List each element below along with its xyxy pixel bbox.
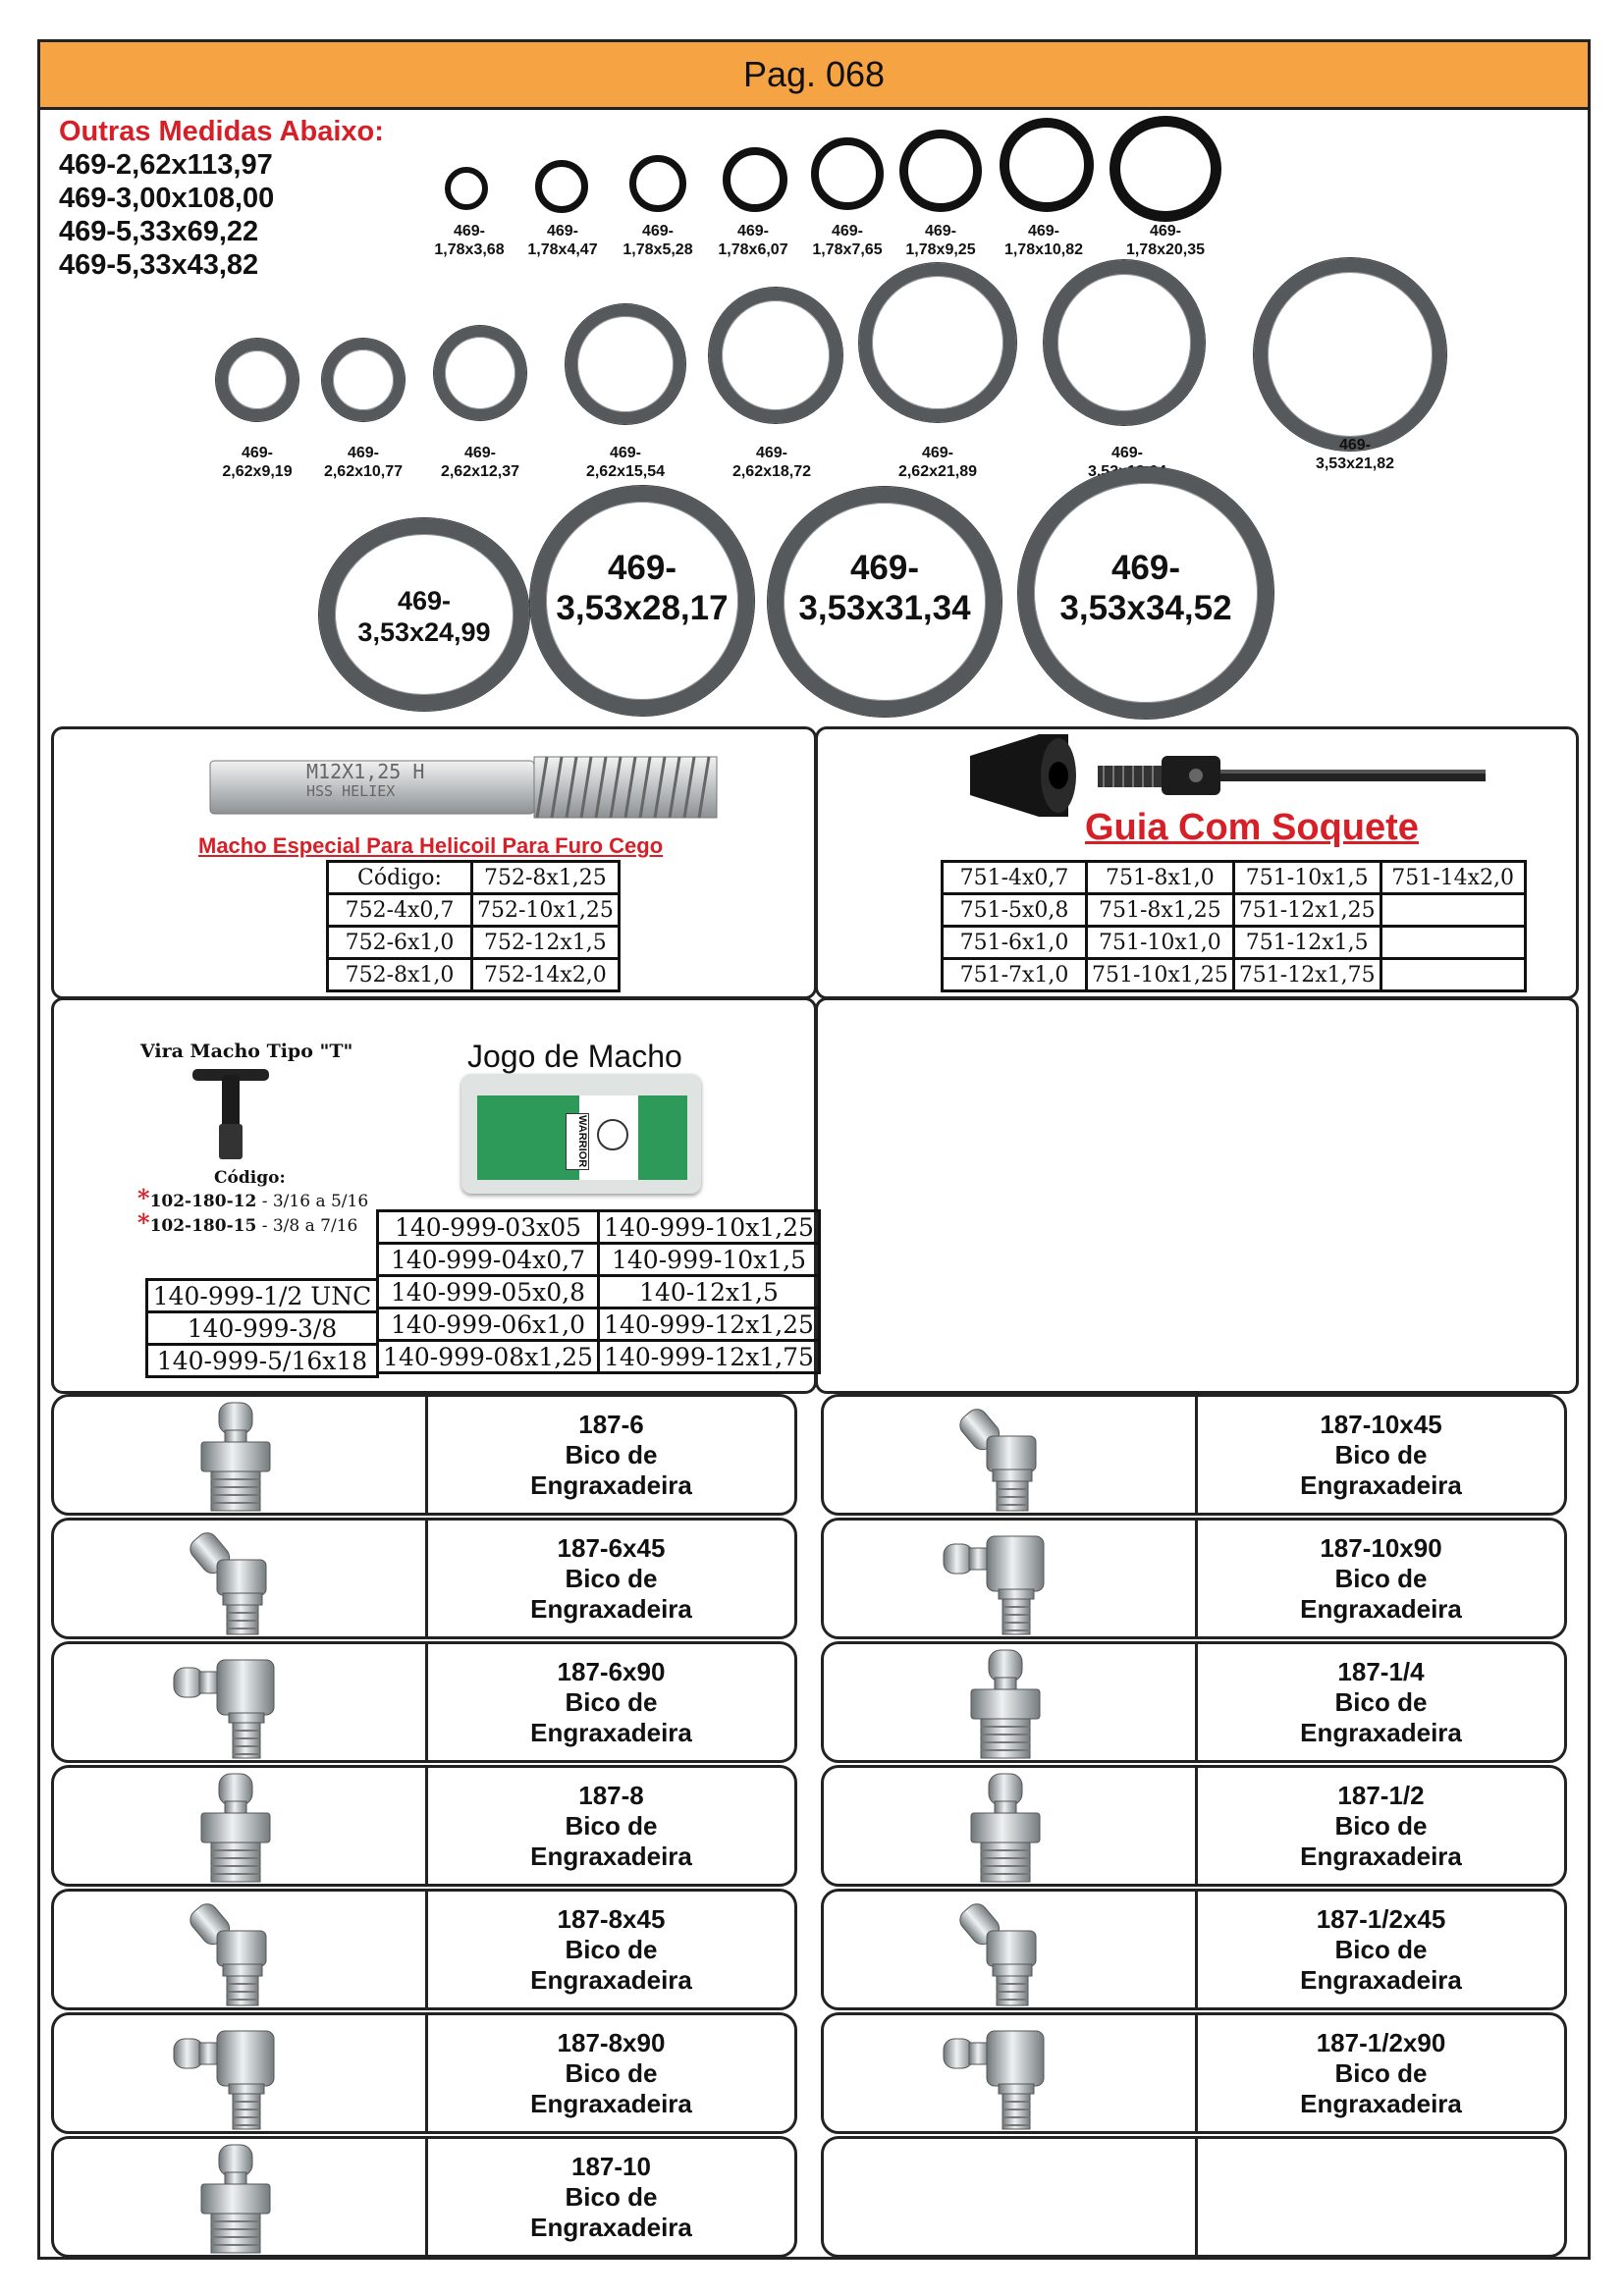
table-row: [943, 927, 1526, 959]
table-cell: 140-12x1,5: [599, 1276, 820, 1308]
other-measure-item: 469-2,62x113,97: [59, 149, 273, 181]
table-row: [378, 1276, 820, 1308]
table-row: [328, 959, 620, 991]
grease-fitting-image: [170, 2017, 298, 2133]
table-row: [943, 894, 1526, 927]
table-cell: [1380, 894, 1525, 927]
fitting-card: [821, 1641, 1567, 1763]
grease-fitting-image: [951, 1646, 1059, 1762]
grease-fitting-image: [940, 1522, 1067, 1638]
fitting-code: 187-6: [578, 1409, 644, 1439]
table-cell: 140-999-03x05: [378, 1211, 599, 1244]
fitting-card: [51, 1765, 797, 1887]
oring-image: [1044, 260, 1205, 425]
table-cell: 751-14x2,0: [1380, 862, 1525, 894]
oring-label: 469- 1,78x6,07: [718, 223, 788, 258]
table-row: [943, 862, 1526, 894]
fitting-name: Engraxadeira: [1300, 1841, 1462, 1871]
oring-image: [629, 155, 686, 212]
fitting-code: 187-8: [578, 1780, 644, 1810]
fitting-card: [821, 1394, 1567, 1516]
fitting-name: Engraxadeira: [530, 1964, 692, 1995]
fitting-name: Engraxadeira: [530, 1717, 692, 1747]
vira-macho-codes: [137, 1184, 369, 1237]
fitting-description: [428, 1521, 794, 1636]
table-cell: 752-14x2,0: [472, 959, 620, 991]
oring-image: [535, 160, 588, 213]
fitting-card: [51, 2136, 797, 2258]
table-row: [147, 1312, 378, 1345]
table-row: [378, 1211, 820, 1244]
fitting-name: Engraxadeira: [530, 1841, 692, 1871]
table-cell: 751-10x1,5: [1233, 862, 1380, 894]
table-cell: 751-10x1,0: [1087, 927, 1234, 959]
card-divider: [1195, 2139, 1198, 2255]
fitting-name: Bico de: [565, 1934, 658, 1964]
table-cell: Código:: [328, 862, 472, 894]
fitting-name: Bico de: [565, 2181, 658, 2212]
fitting-description: [1198, 1397, 1564, 1513]
jogo-left-table: [145, 1278, 379, 1378]
fitting-card: [821, 1518, 1567, 1639]
other-measures: [59, 116, 384, 282]
oring-label: 469- 1,78x10,82: [1003, 223, 1084, 258]
grease-fitting-image: [182, 1770, 290, 1886]
table-row: [328, 862, 620, 894]
oring-image: [811, 137, 884, 210]
fitting-description: [428, 1768, 794, 1884]
grease-fitting-image: [182, 1399, 290, 1515]
oring-label: 469- 3,53x18,64: [1087, 445, 1167, 480]
fitting-name: Engraxadeira: [1300, 1593, 1462, 1624]
other-measures-title: Outras Medidas Abaixo:: [59, 116, 384, 147]
grease-fitting-image: [182, 1894, 290, 2009]
oring-label: 469- 1,78x7,65: [812, 223, 883, 258]
oring-image: [1254, 258, 1446, 451]
fitting-description: [428, 1397, 794, 1513]
fitting-card: [51, 1518, 797, 1639]
oring-label: 469- 2,62x9,19: [222, 445, 293, 480]
fitting-name: Engraxadeira: [1300, 1964, 1462, 1995]
jogo-title: Jogo de Macho: [467, 1039, 682, 1074]
asterisk-icon: *: [137, 1208, 150, 1237]
table-cell: [1380, 959, 1525, 991]
fitting-name: Bico de: [565, 1810, 658, 1841]
fitting-description: [1198, 1521, 1564, 1636]
table-cell: 751-5x0,8: [943, 894, 1087, 927]
table-cell: 752-4x0,7: [328, 894, 472, 927]
page-title: Pag. 068: [742, 54, 886, 94]
oring-image: [566, 304, 685, 424]
tap-image: [208, 753, 719, 822]
fitting-code: 187-1/2x90: [1316, 2027, 1446, 2057]
fitting-name: Engraxadeira: [1300, 2088, 1462, 2118]
table-row: [328, 927, 620, 959]
oring-image: [709, 288, 842, 423]
grease-fitting-image: [951, 1399, 1059, 1515]
grease-fitting-image: [182, 2141, 290, 2257]
table-cell: 752-6x1,0: [328, 927, 472, 959]
table-row: [943, 959, 1526, 991]
fitting-description: [428, 2015, 794, 2131]
table-cell: 751-8x1,25: [1087, 894, 1234, 927]
table-cell: 751-10x1,25: [1087, 959, 1234, 991]
fitting-card: [821, 2136, 1567, 2258]
oring-label: 469- 2,62x10,77: [323, 445, 404, 480]
oring-label: 469- 2,62x21,89: [897, 445, 978, 480]
fitting-description: [1198, 1644, 1564, 1760]
table-cell: 752-8x1,0: [328, 959, 472, 991]
guia-table: [941, 860, 1527, 992]
fitting-card: [821, 2012, 1567, 2134]
grease-fitting-image: [951, 1894, 1059, 2009]
helicoil-caption: Macho Especial Para Helicoil Para Furo Cego: [198, 833, 664, 858]
fitting-code: 187-10: [571, 2151, 651, 2181]
vira-macho-title: Vira Macho Tipo "T": [140, 1041, 353, 1062]
oring-image: [216, 339, 298, 421]
fitting-code: 187-1/2x45: [1316, 1903, 1446, 1934]
page-header: [37, 39, 1591, 110]
oring-image: [1000, 118, 1094, 212]
vira-macho-code: *102-180-15 - 3/8 a 7/16: [137, 1208, 358, 1237]
fitting-name: Bico de: [565, 1563, 658, 1593]
fitting-code: 187-1/4: [1337, 1656, 1425, 1686]
oring-label: 469- 3,53x34,52: [1059, 549, 1232, 627]
table-cell: 140-999-05x0,8: [378, 1276, 599, 1308]
fitting-name: Bico de: [565, 1439, 658, 1469]
table-row: [147, 1280, 378, 1312]
fitting-name: Engraxadeira: [530, 2088, 692, 2118]
oring-label: 469- 2,62x18,72: [731, 445, 812, 480]
table-cell: 751-12x1,75: [1233, 959, 1380, 991]
table-cell: 751-12x1,25: [1233, 894, 1380, 927]
oring-image: [899, 130, 982, 212]
fitting-description: [428, 2139, 794, 2255]
fitting-code: 187-8x90: [557, 2027, 666, 2057]
oring-image: [859, 263, 1016, 422]
table-cell: 140-999-04x0,7: [378, 1244, 599, 1276]
table-cell: 751-6x1,0: [943, 927, 1087, 959]
tap-engraving: M12X1,25 H HSS HELIEX: [306, 760, 425, 800]
fitting-name: Engraxadeira: [530, 1593, 692, 1624]
oring-image: [1110, 116, 1221, 222]
fitting-code: 187-10x90: [1320, 1532, 1442, 1563]
oring-label: 469- 2,62x12,37: [440, 445, 520, 480]
grease-fitting-image: [940, 2017, 1067, 2133]
fitting-name: Bico de: [1334, 1439, 1428, 1469]
fitting-card: [51, 1889, 797, 2010]
grease-fitting-image: [951, 1770, 1059, 1886]
table-cell: [1380, 927, 1525, 959]
table-row: [328, 894, 620, 927]
oring-label: 469- 2,62x15,54: [585, 445, 666, 480]
table-cell: 140-999-10x1,5: [599, 1244, 820, 1276]
table-cell: 140-999-06x1,0: [378, 1308, 599, 1341]
fitting-name: Engraxadeira: [530, 2212, 692, 2242]
table-row: [147, 1345, 378, 1377]
vira-macho-code-label: Código:: [214, 1168, 286, 1188]
table-cell: 140-999-12x1,75: [599, 1341, 820, 1373]
fitting-name: Bico de: [565, 1686, 658, 1717]
fitting-card: [821, 1765, 1567, 1887]
oring-label: 469- 1,78x4,47: [527, 223, 598, 258]
other-measure-item: 469-3,00x108,00: [59, 183, 275, 214]
oring-image: [723, 147, 787, 212]
table-cell: 140-999-3/8: [147, 1312, 378, 1345]
other-measure-item: 469-5,33x43,82: [59, 249, 259, 281]
fitting-description: [428, 1644, 794, 1760]
fitting-description: [1198, 2015, 1564, 2131]
fitting-card: [51, 2012, 797, 2134]
fitting-name: Bico de: [1334, 1810, 1428, 1841]
fitting-description: [1198, 1892, 1564, 2007]
oring-label: 469- 3,53x21,82: [1315, 437, 1395, 472]
table-cell: 752-12x1,5: [472, 927, 620, 959]
table-cell: 140-999-5/16x18: [147, 1345, 378, 1377]
fitting-name: Bico de: [1334, 1934, 1428, 1964]
table-cell: 140-999-10x1,25: [599, 1211, 820, 1244]
fitting-code: 187-1/2: [1337, 1780, 1425, 1810]
oring-label: 469- 1,78x5,28: [623, 223, 693, 258]
oring-label: 469- 1,78x20,35: [1125, 223, 1206, 258]
table-cell: 140-999-12x1,25: [599, 1308, 820, 1341]
table-row: [378, 1244, 820, 1276]
oring-image: [445, 167, 488, 210]
fitting-name: Bico de: [1334, 1686, 1428, 1717]
fitting-name: Bico de: [565, 2057, 658, 2088]
t-wrench-image: [187, 1065, 275, 1163]
fitting-name: Bico de: [1334, 2057, 1428, 2088]
oring-image: [434, 326, 526, 420]
table-cell: 751-4x0,7: [943, 862, 1087, 894]
fitting-name: Engraxadeira: [530, 1469, 692, 1500]
fitting-description: [1198, 1768, 1564, 1884]
tap-set-image: [461, 1074, 701, 1194]
other-measure-item: 469-5,33x69,22: [59, 216, 259, 247]
helicoil-table: [326, 860, 621, 992]
table-cell: 751-8x1,0: [1087, 862, 1234, 894]
asterisk-icon: *: [137, 1184, 150, 1212]
guia-title: Guia Com Soquete: [1085, 807, 1419, 848]
fitting-code: 187-10x45: [1320, 1409, 1442, 1439]
fitting-name: Engraxadeira: [1300, 1469, 1462, 1500]
table-cell: 140-999-1/2 UNC: [147, 1280, 378, 1312]
fitting-description: [428, 1892, 794, 2007]
empty-panel: [815, 997, 1579, 1394]
fitting-name: Bico de: [1334, 1563, 1428, 1593]
fitting-code: 187-8x45: [557, 1903, 666, 1934]
tap-set-brand: WARRIOR: [566, 1113, 589, 1170]
fitting-card: [51, 1394, 797, 1516]
tap-set-logo-icon: [597, 1119, 628, 1150]
fitting-card: [51, 1641, 797, 1763]
jogo-mid-table: [376, 1209, 821, 1374]
oring-label: 469- 1,78x9,25: [905, 223, 976, 258]
table-cell: 751-12x1,5: [1233, 927, 1380, 959]
table-row: [378, 1341, 820, 1373]
table-cell: 140-999-08x1,25: [378, 1341, 599, 1373]
grease-fitting-image: [170, 1646, 298, 1762]
fitting-card: [821, 1889, 1567, 2010]
oring-image: [322, 339, 405, 421]
oring-label: 469- 1,78x3,68: [434, 223, 505, 258]
oring-label: 469- 3,53x24,99: [357, 586, 491, 647]
fitting-code: 187-6x45: [557, 1532, 666, 1563]
vira-macho-code: *102-180-12 - 3/16 a 5/16: [137, 1184, 369, 1212]
oring-label: 469- 3,53x31,34: [798, 549, 971, 627]
oring-label: 469- 3,53x28,17: [556, 549, 729, 627]
table-cell: 751-7x1,0: [943, 959, 1087, 991]
grease-fitting-image: [182, 1522, 290, 1638]
table-row: [378, 1308, 820, 1341]
table-cell: 752-10x1,25: [472, 894, 620, 927]
table-cell: 752-8x1,25: [472, 862, 620, 894]
fitting-name: Engraxadeira: [1300, 1717, 1462, 1747]
fitting-code: 187-6x90: [557, 1656, 666, 1686]
